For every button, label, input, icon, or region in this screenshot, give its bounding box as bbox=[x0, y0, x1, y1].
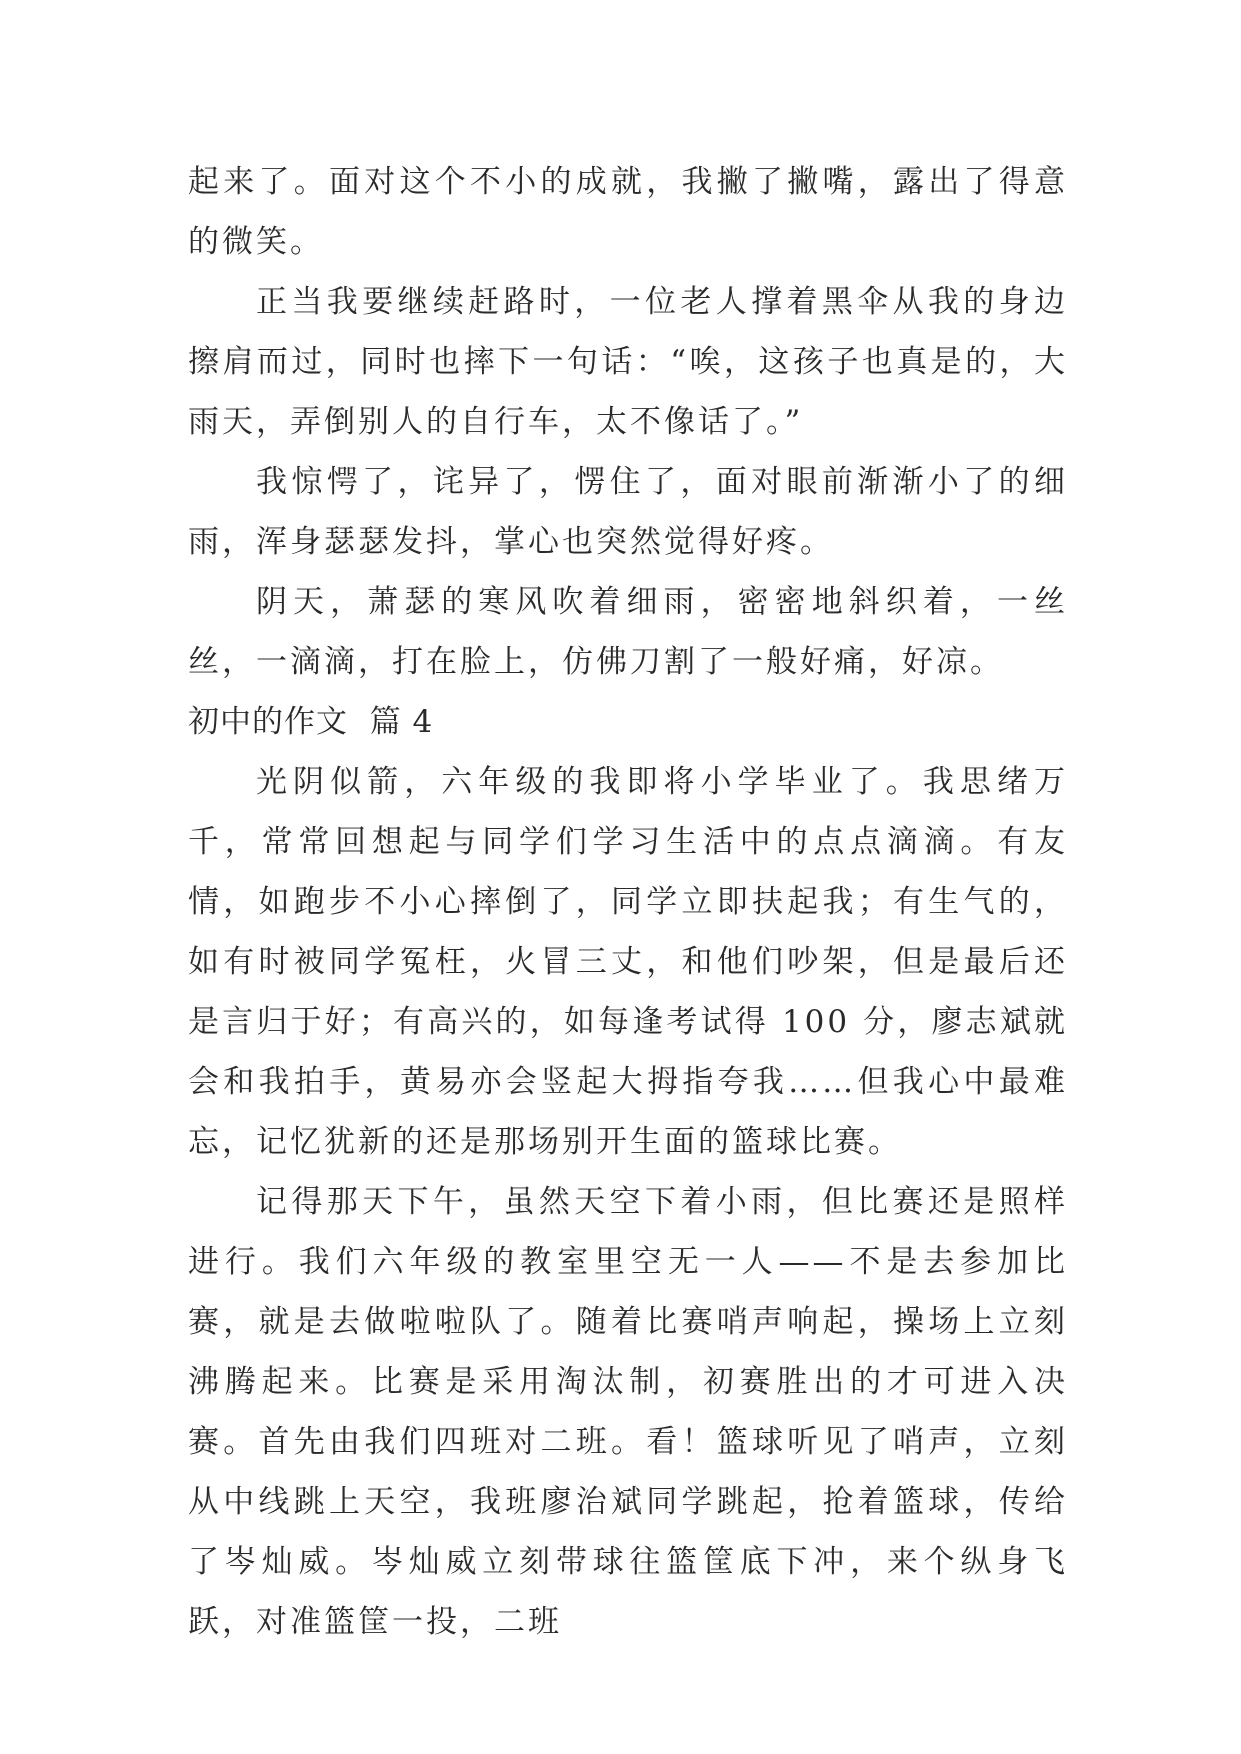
paragraph-1: 起来了。面对这个不小的成就，我撇了撇嘴，露出了得意的微笑。 bbox=[188, 164, 1068, 260]
section-heading: 初中的作文 篇 4 bbox=[188, 704, 434, 740]
paragraph-5: 光阴似箭，六年级的我即将小学毕业了。我思绪万千，常常回想起与同学们学习生活中的点点滴滴。有友情，如跑步不小心摔倒了，同学立即扶起我；有生气的，如有时被同学冤枉，火冒三丈，和他们吵架，但是最后还是言归于好；有高兴的，如每逢考试得 100 分，廖志斌就会和我拍手，黄易亦会竖起大拇指夸我……但我心中最难忘，记忆犹新的还是那场别开生面的篮球比赛。 bbox=[188, 764, 1068, 1160]
paragraph-4: 阴天，萧瑟的寒风吹着细雨，密密地斜织着，一丝丝，一滴滴，打在脸上，仿佛刀割了一般好痛，好凉。 bbox=[188, 584, 1068, 680]
paragraph-3: 我惊愕了，诧异了，愣住了，面对眼前渐渐小了的细雨，浑身瑟瑟发抖，掌心也突然觉得好疼。 bbox=[188, 464, 1068, 560]
paragraph-2: 正当我要继续赶路时，一位老人撑着黑伞从我的身边擦肩而过，同时也摔下一句话：“唉，这孩子也真是的，大雨天，弄倒别人的自行车，太不像话了。” bbox=[188, 284, 1068, 440]
document-body bbox=[188, 152, 1068, 1652]
paragraph-6: 记得那天下午，虽然天空下着小雨，但比赛还是照样进行。我们六年级的教室里空无一人——不是去参加比赛，就是去做啦啦队了。随着比赛哨声响起，操场上立刻沸腾起来。比赛是采用淘汰制，初赛胜出的才可进入决赛。首先由我们四班对二班。看！篮球听见了哨声，立刻从中线跳上天空，我班廖治斌同学跳起，抢着篮球，传给了岑灿威。岑灿威立刻带球往篮筐底下冲，来个纵身飞跃，对准篮筐一投，二班 bbox=[188, 1184, 1068, 1640]
